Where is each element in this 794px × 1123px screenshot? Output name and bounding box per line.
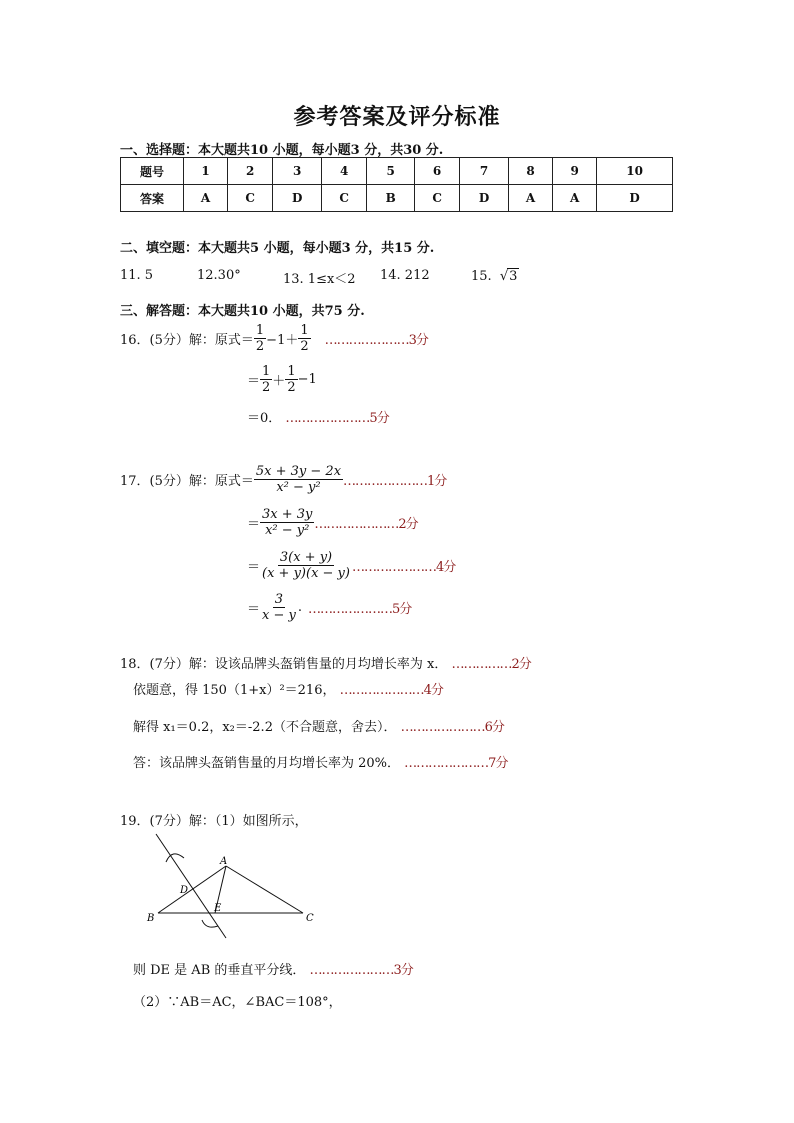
denominator: (x + y)(x − y): [262, 566, 350, 581]
table-row-answers: [121, 185, 673, 212]
side-ac: [226, 866, 303, 913]
denominator: 2: [262, 380, 271, 395]
table-cell: C: [228, 185, 273, 212]
q19-score-3: …………………3分: [309, 963, 413, 978]
label-d: D: [180, 885, 189, 896]
q18-line1: [120, 653, 531, 672]
table-cell: 7: [460, 158, 509, 185]
table-cell: B: [367, 185, 415, 212]
denominator: x² − y²: [265, 523, 310, 538]
q18-line3: [133, 716, 504, 735]
row-label-question: 题号: [121, 158, 184, 185]
perpendicular-bisector: [156, 834, 226, 938]
section3-heading: 三、解答题：本大题共10 小题，共75 分.: [120, 304, 365, 319]
table-cell: 9: [553, 158, 597, 185]
fraction: [298, 323, 310, 354]
q17-line3: [247, 550, 455, 581]
numerator: 1: [287, 364, 296, 379]
q16-score-3: …………………3分: [324, 333, 428, 348]
numerator: 1: [255, 323, 265, 338]
denominator: 2: [287, 380, 296, 395]
table-cell: 10: [597, 158, 673, 185]
table-cell: C: [415, 185, 460, 212]
q17-line4: [247, 592, 411, 623]
fraction: [254, 464, 343, 495]
numerator: 1: [262, 364, 271, 379]
q17-line2: [247, 507, 418, 538]
table-cell: 5: [367, 158, 415, 185]
plus-sign: ＋: [272, 374, 286, 389]
equals-sign: ＝: [247, 560, 261, 575]
q17-score-4: …………………4分: [351, 560, 456, 575]
table-cell: D: [597, 185, 673, 212]
table-cell: 2: [228, 158, 273, 185]
q18-answer: 答：该品牌头盔销售量的月均增长率为 20%．: [133, 756, 401, 771]
table-cell: C: [322, 185, 367, 212]
q18-score-4: …………………4分: [339, 683, 443, 698]
q16-prefix: 16．(5分）解：原式＝: [120, 333, 254, 348]
q16-line3: [247, 407, 389, 426]
triangle-construction-figure: [140, 832, 340, 944]
table-cell: A: [508, 185, 552, 212]
q16-score-5: …………………5分: [285, 411, 389, 426]
table-cell: 1: [184, 158, 228, 185]
fraction: [285, 364, 297, 395]
table-cell: 8: [508, 158, 552, 185]
q19-line1: 19．(7分）解：（1）如图所示，: [120, 814, 308, 829]
q18-line2: [133, 679, 443, 698]
answer-12: 12.30°: [197, 268, 241, 283]
q17-score-2: …………………2分: [314, 517, 418, 532]
numerator: 5x + 3y − 2x: [255, 464, 342, 479]
equals-sign: ＝: [247, 517, 261, 532]
q18-equation: 依题意，得 150（1+x）²＝216，: [133, 683, 336, 698]
q18-score-6: …………………6分: [400, 720, 504, 735]
answer-15: [471, 268, 519, 284]
construction-arc-top: [166, 854, 184, 862]
label-e: E: [214, 903, 222, 914]
denominator: x − y: [262, 608, 296, 623]
table-cell: 6: [415, 158, 460, 185]
period: .: [297, 600, 302, 615]
q18-solution: 解得 x₁＝0.2，x₂＝-2.2（不合题意，舍去）．: [133, 720, 397, 735]
numerator: 3x + 3y: [262, 507, 313, 522]
numerator: 3(x + y): [279, 550, 333, 565]
label-b: B: [147, 913, 155, 924]
table-cell: A: [184, 185, 228, 212]
q19-conclusion: 则 DE 是 AB 的垂直平分线．: [133, 963, 306, 978]
equals-sign: ＝: [247, 374, 261, 389]
answer-11: 11. 5: [120, 268, 154, 283]
answer-15-radicand: 3: [509, 269, 518, 284]
table-cell: 3: [273, 158, 322, 185]
answer-15-label: 15.: [471, 269, 492, 284]
q19-line3: （2）∵AB＝AC，∠BAC＝108°，: [133, 995, 342, 1010]
denominator: x² − y²: [276, 480, 321, 495]
denominator: 2: [255, 339, 265, 354]
q18-score-2: ……………2分: [451, 657, 531, 672]
table-cell: A: [553, 185, 597, 212]
q16-l2-tail: −1: [297, 372, 317, 387]
section1-heading: 一、选择题：本大题共10 小题，每小题3 分，共30 分.: [120, 143, 444, 158]
q17-score-5: …………………5分: [308, 602, 412, 617]
denominator: 2: [300, 339, 309, 354]
fraction: [260, 364, 272, 395]
q19-line2: [133, 959, 413, 978]
numerator: 3: [274, 592, 284, 607]
answer-table: [120, 157, 673, 212]
table-cell: D: [273, 185, 322, 212]
q18-score-7: …………………7分: [404, 756, 508, 771]
construction-arc-bottom: [202, 920, 218, 927]
q16-line2: [247, 364, 317, 395]
numerator: 1: [300, 323, 309, 338]
label-c: C: [306, 913, 314, 924]
fraction: [260, 550, 352, 581]
sqrt-icon: √: [499, 269, 509, 284]
row-label-answer: 答案: [121, 185, 184, 212]
q17-score-1: …………………1分: [343, 474, 447, 489]
q17-prefix: 17．(5分）解：原式＝: [120, 474, 254, 489]
answer-13: 13. 1≤x＜2: [283, 272, 356, 287]
fraction: [260, 507, 314, 538]
q18-line4: [133, 752, 507, 771]
q17-line1: [120, 464, 446, 495]
fraction: [260, 592, 298, 623]
table-cell: 4: [322, 158, 367, 185]
section2-heading: 二、填空题：本大题共5 小题，每小题3 分，共15 分.: [120, 241, 435, 256]
q16-line1: [120, 323, 428, 354]
q16-result: ＝0．: [247, 411, 282, 426]
page-title: 参考答案及评分标准: [293, 104, 501, 130]
answer-14: 14. 212: [380, 268, 430, 283]
q16-mid: −1＋: [266, 333, 299, 348]
equals-sign: ＝: [247, 602, 261, 617]
table-row-questions: [121, 158, 673, 185]
fraction: [254, 323, 266, 354]
q18-text: 18．(7分）解：设该品牌头盔销售量的月均增长率为 x．: [120, 657, 448, 672]
label-a: A: [220, 856, 228, 867]
table-cell: D: [460, 185, 509, 212]
